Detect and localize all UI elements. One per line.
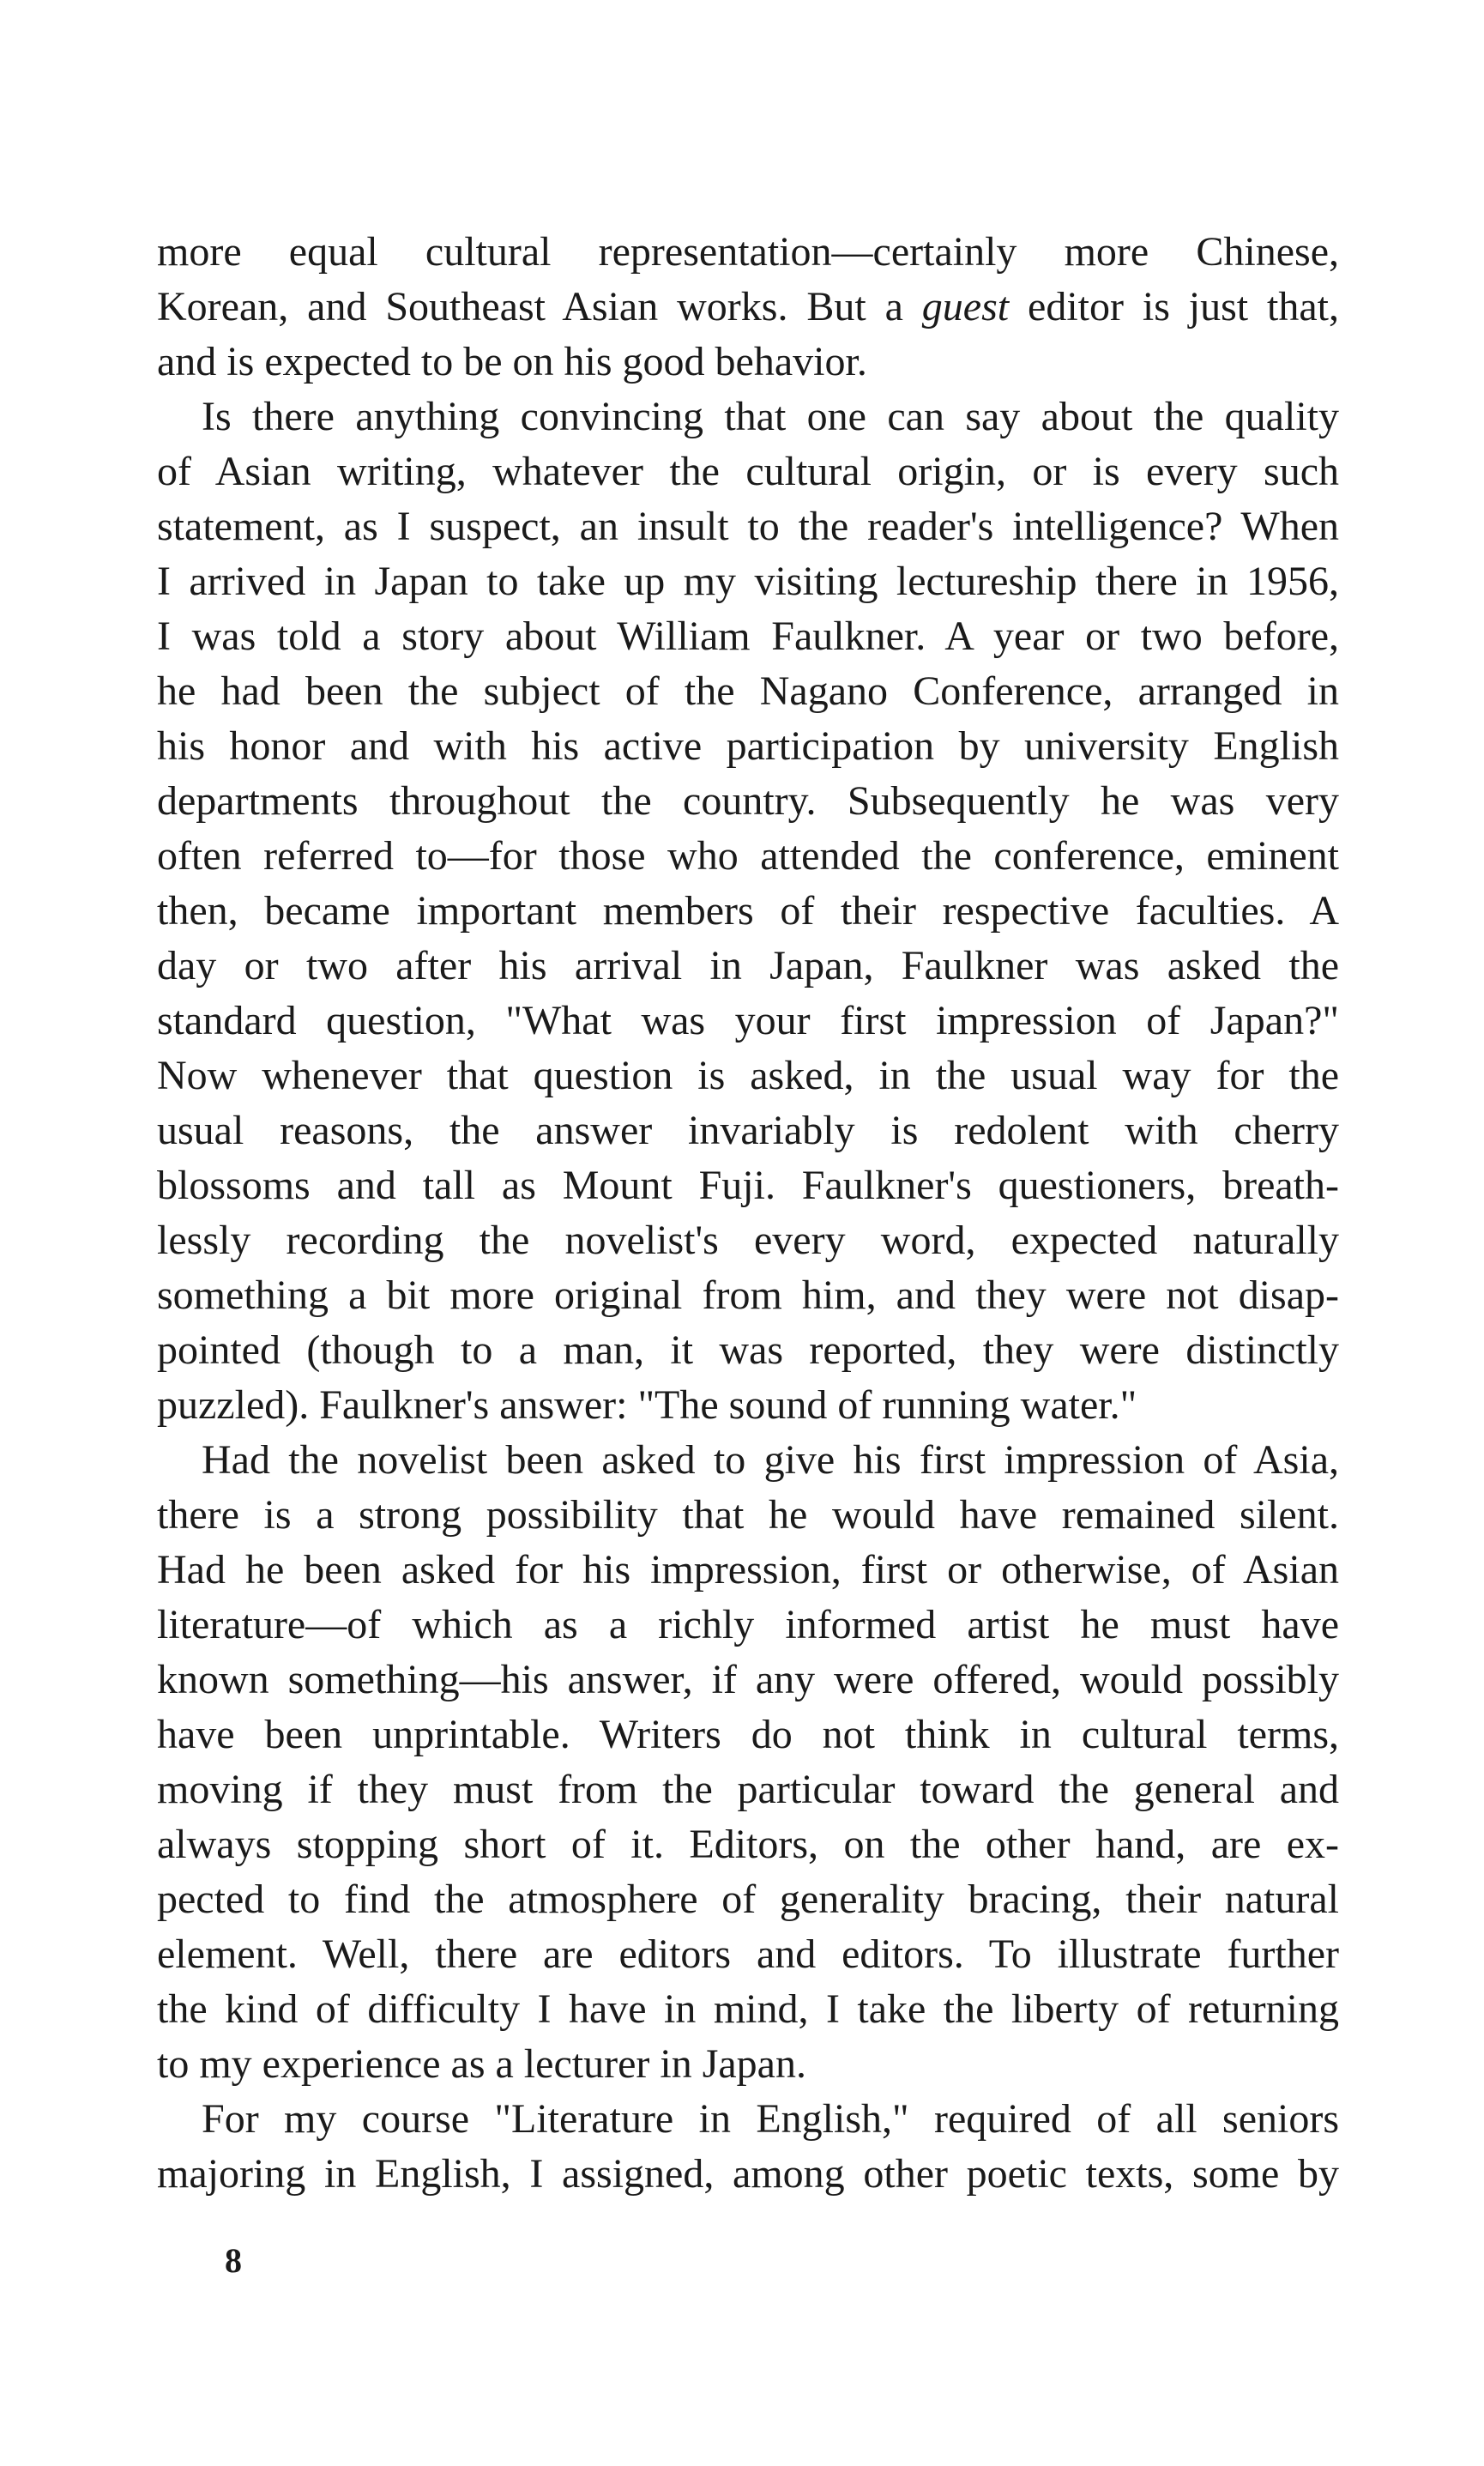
text-line: blossoms and tall as Mount Fuji. Faulkner's questioners, breath- — [157, 1163, 1339, 1208]
text-line: departments throughout the country. Subsequently he was very — [157, 778, 1339, 824]
page-number: 8 — [225, 2241, 242, 2280]
text-line: lessly recording the novelist's every word, expected naturally — [157, 1218, 1339, 1263]
text-line: something a bit more original from him, and they were not disap- — [157, 1272, 1339, 1318]
text-line: the kind of difficulty I have in mind, I take the liberty of returning — [157, 1986, 1339, 2032]
text-line: standard question, "What was your first impression of Japan?" — [157, 998, 1339, 1043]
text-line: Korean, and Southeast Asian works. But a guest editor is just that, — [157, 284, 1339, 329]
text-line: moving if they must from the particular toward the general and — [157, 1767, 1339, 1812]
text-line: of Asian writing, whatever the cultural origin, or is every such — [157, 449, 1339, 494]
text-line: often referred to—for those who attended the conference, eminent — [157, 833, 1339, 879]
text-line: his honor and with his active participation by university English — [157, 723, 1339, 769]
emphasized-word: guest — [921, 284, 1010, 329]
text-line: to my experience as a lecturer in Japan. — [157, 2041, 806, 2087]
text-line: pointed (though to a man, it was reported, they were distinctly — [157, 1327, 1339, 1373]
text-line: he had been the subject of the Nagano Conference, arranged in — [157, 668, 1339, 714]
text-line: have been unprintable. Writers do not think in cultural terms, — [157, 1712, 1339, 1757]
paragraph-start-line: Had the novelist been asked to give his first impression of Asia, — [202, 1437, 1339, 1483]
text-line: statement, as I suspect, an insult to the reader's intelligence? When — [157, 504, 1339, 549]
text-line: there is a strong possibility that he would have remained silent. — [157, 1492, 1339, 1538]
text-line: pected to find the atmosphere of generality bracing, their natural — [157, 1877, 1339, 1922]
paragraph-start-line: For my course "Literature in English," required of all seniors — [202, 2096, 1339, 2142]
text-line: majoring in English, I assigned, among other poetic texts, some by — [157, 2151, 1339, 2197]
text-line: Had he been asked for his impression, first or otherwise, of Asian — [157, 1547, 1339, 1593]
text-line: element. Well, there are editors and editors. To illustrate further — [157, 1931, 1339, 1977]
text-line: Now whenever that question is asked, in the usual way for the — [157, 1053, 1339, 1098]
text-line: more equal cultural representation—certainly more Chinese, — [157, 229, 1339, 275]
paragraph-start-line: Is there anything convincing that one can say about the quality — [202, 394, 1339, 439]
text-line: I arrived in Japan to take up my visiting lectureship there in 1956, — [157, 559, 1339, 604]
text-line: known something—his answer, if any were offered, would possibly — [157, 1657, 1339, 1702]
text-line: usual reasons, the answer invariably is redolent with cherry — [157, 1108, 1339, 1153]
text-line: then, became important members of their respective faculties. A — [157, 888, 1339, 934]
text-line: I was told a story about William Faulkner. A year or two before, — [157, 613, 1339, 659]
text-line: puzzled). Faulkner's answer: "The sound of running water." — [157, 1382, 1137, 1428]
text-line: literature—of which as a richly informed artist he must have — [157, 1602, 1339, 1647]
text-line: always stopping short of it. Editors, on the other hand, are ex- — [157, 1822, 1339, 1867]
text-line: day or two after his arrival in Japan, Faulkner was asked the — [157, 943, 1339, 988]
text-line: and is expected to be on his good behavior. — [157, 339, 867, 384]
